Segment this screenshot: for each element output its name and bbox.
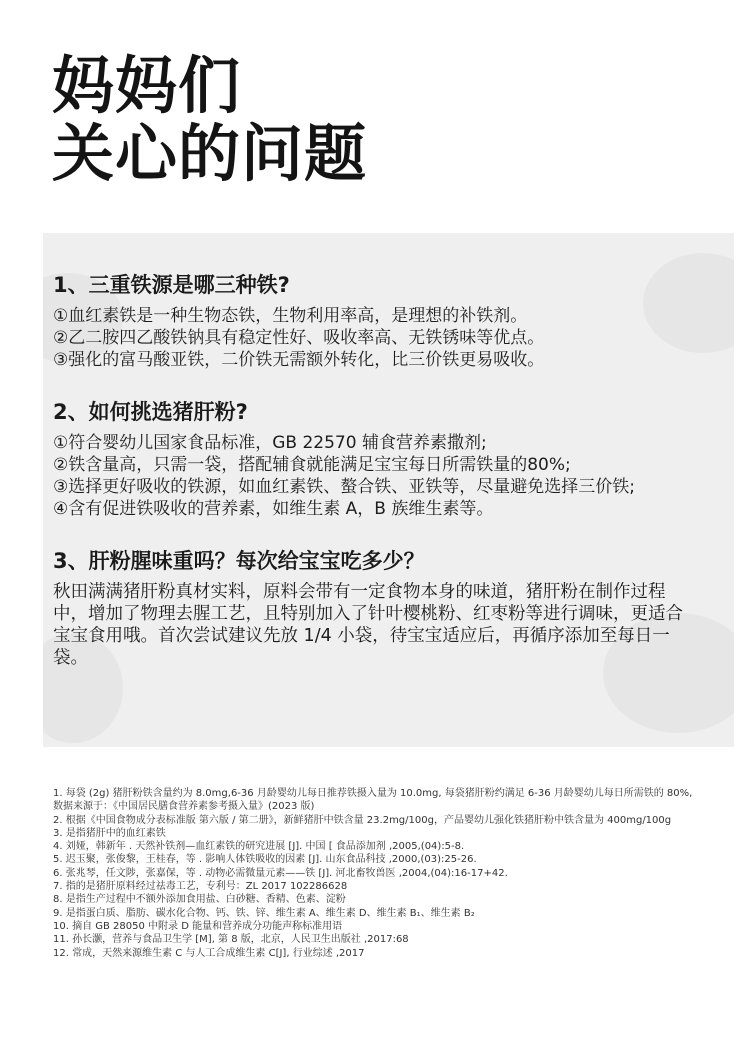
- footnote: 3. 是指猪肝中的血红素铁: [53, 827, 166, 839]
- footnote: 7. 指的是猪肝原料经过祛毒工艺，专利号：ZL 2017 102286628: [53, 881, 348, 893]
- page-title-line1: 妈妈们: [52, 49, 242, 122]
- footnotes: [53, 787, 701, 960]
- footnote: 11. 孙长灏，营养与食品卫生学 [M], 第 8 版，北京，人民卫生出版社 ,2017:68: [53, 934, 409, 946]
- faq-answer-line: ③强化的富马酸亚铁，二价铁无需额外转化，比三价铁更易吸收。: [53, 350, 545, 370]
- footnote: 6. 张兆琴，任文陟，张嘉保，等 . 动物必需微量元素——铁 [J]. 河北畜牧兽医 ,2004,(04):16-17+42.: [53, 867, 508, 879]
- footnote: 12. 常成，天然来源维生素 C 与人工合成维生素 C[J], 行业综述 ,2017: [53, 947, 365, 959]
- faq-panel: [43, 233, 734, 747]
- faq-answer-paragraph: 秋田满满猪肝粉真材实料，原料会带有一定食物本身的味道，猪肝粉在制作过程中，增加了物理去腥工艺，且特别加入了针叶樱桃粉、红枣粉等进行调味，更适合宝宝食用哦。首次尝试建议先放 1/4 小袋，待宝宝适应后，再循序添加至每日一袋。: [53, 582, 683, 668]
- faq-answer-line: ④含有促进铁吸收的营养素，如维生素 A，B 族维生素等。: [53, 499, 494, 519]
- footnote: 10. 摘自 GB 28050 中附录 D 能量和营养成分功能声称标准用语: [53, 920, 343, 932]
- faq-question: 2、如何挑选猪肝粉?: [53, 400, 248, 424]
- faq-answer-line: ③选择更好吸收的铁源，如血红素铁、螯合铁、亚铁等，尽量避免选择三价铁;: [53, 477, 635, 497]
- footnote: 4. 刘娅，韩新年 . 天然补铁剂—血红素铁的研究进展 [J]. 中国 [ 食品添加剂 ,2005,(04):5-8.: [53, 841, 465, 853]
- faq-item: [53, 271, 728, 371]
- faq-answer-line: ②乙二胺四乙酸铁钠具有稳定性好、吸收率高、无铁锈味等优点。: [53, 328, 545, 348]
- faq-answer-line: ②铁含量高，只需一袋，搭配辅食就能满足宝宝每日所需铁量的80%;: [53, 455, 571, 475]
- footnote: 9. 是指蛋白质、脂肪、碳水化合物、钙、铁、锌、维生素 A、维生素 D、维生素 B₁、维生素 B₂: [53, 907, 475, 919]
- faq-question: 1、三重铁源是哪三种铁?: [53, 273, 290, 297]
- faq-answer-line: ①血红素铁是一种生物态铁，生物利用率高，是理想的补铁剂。: [53, 306, 528, 326]
- faq-list: [53, 271, 728, 669]
- page-title-line2: 关心的问题: [52, 117, 368, 190]
- footnote: 5. 迟玉聚，张俊黎，王桂春，等 . 影响人体铁吸收的因素 [J]. 山东食品科技 ,2000,(03):25-26.: [53, 854, 477, 866]
- faq-answer-line: ①符合婴幼儿国家食品标准，GB 22570 辅食营养素撒剂;: [53, 433, 487, 453]
- faq-item: [53, 398, 728, 520]
- faq-item: [53, 547, 728, 669]
- footnote: 8. 是指生产过程中不额外添加食用盐、白砂糖、香精、色素、淀粉: [53, 894, 346, 906]
- footnote: 1. 每袋 (2g) 猪肝粉铁含量约为 8.0mg,6-36 月龄婴幼儿每日推荐铁摄入量为 10.0mg, 每袋猪肝粉约满足 6-36 月龄婴幼儿每日所需铁的 80%, 数据来源于：《中国居民膳食营养素参考摄入量》(2023 版): [53, 788, 693, 813]
- page-title: [52, 49, 368, 190]
- faq-question: 3、肝粉腥味重吗？每次给宝宝吃多少？: [53, 549, 425, 573]
- footnote: 2. 根据《中国食物成分表标准版 第六版 / 第二册》，新鲜猪肝中铁含量 23.2mg/100g，产品婴幼儿强化铁猪肝粉中铁含量为 400mg/100g: [53, 814, 672, 826]
